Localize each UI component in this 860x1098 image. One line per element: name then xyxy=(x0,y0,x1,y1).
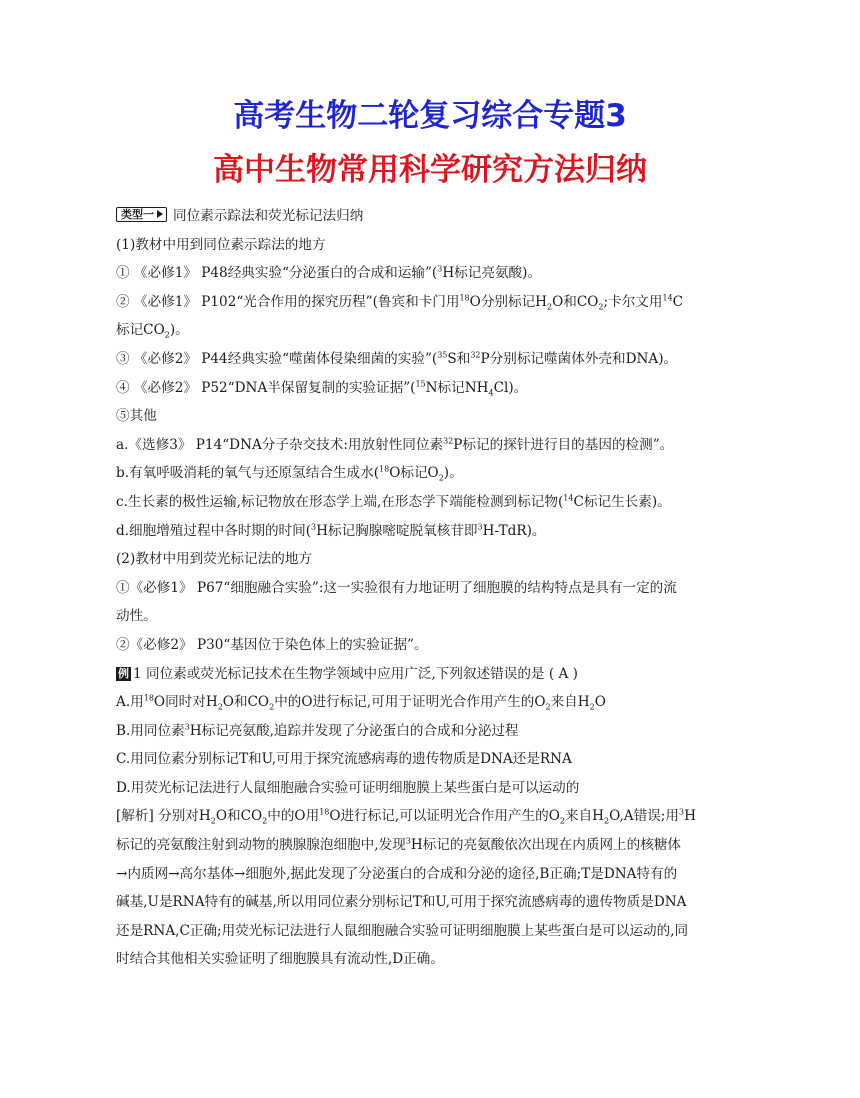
analysis-line-5: 还是RNA,C正确;用荧光标记法进行人鼠细胞融合实验可证明细胞膜上某些蛋白是可以运动的,同 xyxy=(116,922,689,939)
part1-other-a: a.《选修3》 P14“DNA分子杂交技术:用放射性同位素$^{32}$P标记的探针进行目的基因的检测”。 xyxy=(116,436,674,453)
page-title: 高考生物二轮复习综合专题3 xyxy=(233,98,627,134)
option-d: D.用荧光标记法进行人鼠细胞融合实验可证明细胞膜上某些蛋白是可以运动的 xyxy=(116,779,580,796)
page-subtitle: 高中生物常用科学研究方法归纳 xyxy=(213,152,647,188)
part1-item-3: ③ 《必修2》 P44经典实验“噬菌体侵染细菌的实验”($^{35}$S和$^{32}$P分别标记噬菌体外壳和DNA)。 xyxy=(116,350,678,367)
part2-heading: (2)教材中用到荧光标记法的地方 xyxy=(116,551,312,568)
analysis-line-2: 标记的亮氨酸注射到动物的胰腺腺泡细胞中,发现$^3$H标记的亮氨酸依次出现在内质网上的核糖体 xyxy=(116,836,682,854)
part2-item-2: ②《必修2》 P30“基因位于染色体上的实验证据”。 xyxy=(116,636,428,653)
analysis-line-1: [解析] 分别对$H_2O$和$CO_2$中的O用$^{18}$O进行标记,可以证明光合作用产生的$O_2$来自$H_2O,A$错误;用$^3$H xyxy=(116,807,696,827)
part2-item-1: ①《必修1》 P67“细胞融合实验”:这一实验很有力地证明了细胞膜的结构特点是具有一定的流 xyxy=(116,579,677,596)
play-arrow-icon xyxy=(157,210,163,218)
option-b: B.用同位素$^3$H标记亮氨酸,追踪并发现了分泌蛋白的合成和分泌过程 xyxy=(116,722,519,739)
type-badge: 类型一 xyxy=(116,207,167,222)
part1-item-2-cont: 标记$CO_2$)。 xyxy=(116,322,189,341)
part1-other: ⑤其他 xyxy=(116,408,157,425)
analysis-line-6: 时结合其他相关实验证明了细胞膜具有流动性,D正确。 xyxy=(116,951,444,968)
example-question: 例 1 同位素或荧光标记技术在生物学领域中应用广泛,下列叙述错误的是 ( A ) xyxy=(118,665,578,682)
analysis-line-3: →内质网→高尔基体→细胞外,据此发现了分泌蛋白的合成和分泌的途径,B正确;T是DNA特有的 xyxy=(116,865,678,882)
part1-item-2: ② 《必修1》 P102“光合作用的探究历程”(鲁宾和卡门用$^{18}$O分别标记$H_2O$和$CO_2$;卡尔文用$^{14}$C xyxy=(116,293,684,312)
part1-heading: (1)教材中用到同位素示踪法的地方 xyxy=(116,236,326,253)
example-badge: 例 xyxy=(118,666,129,680)
part1-other-d: d.细胞增殖过程中各时期的时间($^3$H标记胸腺嘧啶脱氧核苷即$^3$H-TdR)。 xyxy=(116,522,546,539)
option-c: C.用同位素分别标记T和U,可用于探究流感病毒的遗传物质是DNA还是RNA xyxy=(116,751,572,768)
part1-other-c: c.生长素的极性运输,标记物放在形态学上端,在形态学下端能检测到标记物($^{14}$C标记生长素)。 xyxy=(116,493,671,510)
part1-other-b: b.有氧呼吸消耗的氧气与还原氢结合生成水($^{18}$O标记$O_2$)。 xyxy=(116,464,463,484)
part1-item-4: ④ 《必修2》 P52“DNA半保留复制的实验证据”($^{15}$N标记$NH_4Cl$)。 xyxy=(116,379,528,398)
part2-item-1-cont: 动性。 xyxy=(116,608,157,625)
section-heading: 类型一 同位素示踪法和荧光标记法归纳 xyxy=(116,202,744,231)
analysis-line-4: 碱基,U是RNA特有的碱基,所以用同位素分别标记T和U,可用于探究流感病毒的遗传物质是DNA xyxy=(116,894,687,911)
option-a: A.用$^{18}$O同时对$H_2O$和$CO_2$中的O进行标记,可用于证明光合作用产生的$O_2$来自$H_2O$ xyxy=(116,693,606,712)
part1-item-1: ① 《必修1》 P48经典实验“分泌蛋白的合成和运输”($^3$H标记亮氨酸)。 xyxy=(116,264,542,282)
